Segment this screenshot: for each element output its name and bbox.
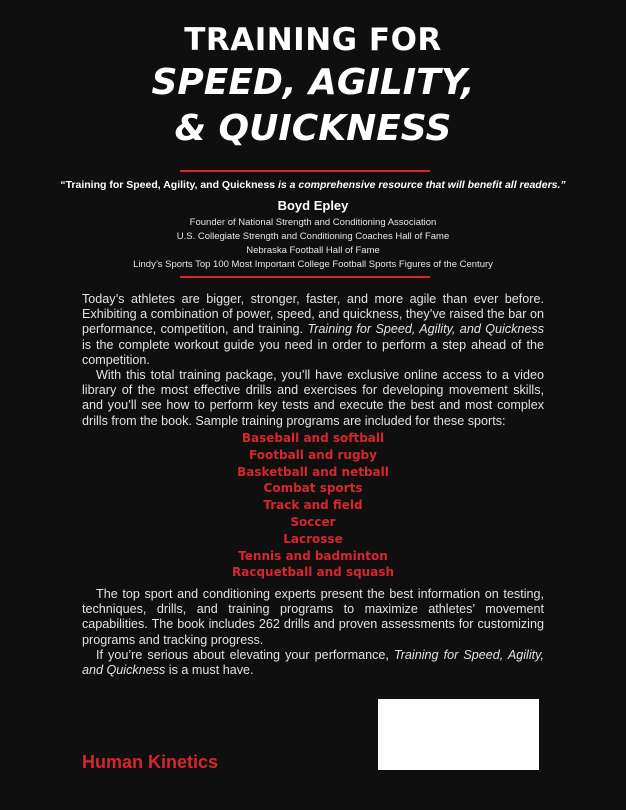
paragraph-4-text-a: If you’re serious about elevating your performance, — [96, 647, 394, 662]
sports-list — [0, 430, 626, 581]
paragraph-1-text-a: Today’s athletes are bigger, stronger, faster, and more agile than ever before. Exhibiting a combination of power, speed, and quickness, they’ve raised the bar on performance, competition, and training. — [82, 292, 544, 337]
paragraph-1-book-title: Training for Speed, Agility, and Quickness — [307, 322, 544, 337]
quote-text: is a comprehensive resource that will benefit all readers.” — [275, 179, 566, 191]
sport-item: Soccer — [290, 514, 336, 529]
sport-item: Racquetball and squash — [231, 565, 395, 580]
paragraph-1-text-b: is the complete workout guide you need in order to perform a step ahead of the competition. — [82, 337, 544, 367]
divider-top — [180, 170, 430, 172]
sport-item: Track and field — [263, 498, 363, 513]
description-body — [82, 292, 544, 429]
credential-line: Nebraska Football Hall of Fame — [246, 245, 380, 256]
paragraph-4-book-title: Training for Speed, Agility, and Quickness — [82, 647, 544, 678]
paragraph-2: With this total training package, you’ll have exclusive online access to a video library of the most effective drills and exercises for developing movement skills, and you’ll see how to perform key tests and execute the best and most complex drills from the book. Sample training programs are included for these sports: — [82, 368, 544, 428]
barcode-area — [378, 699, 539, 770]
paragraph-4-text-b: is a must have. — [165, 663, 254, 678]
description-body-2 — [82, 587, 544, 678]
credential-line: Lindy’s Sports Top 100 Most Important College Football Sports Figures of the Century — [133, 259, 493, 270]
title-line-1: TRAINING FOR — [184, 22, 442, 58]
sport-item: Lacrosse — [283, 531, 343, 546]
book-title — [0, 20, 626, 152]
divider-bottom — [180, 276, 430, 278]
sport-item: Basketball and netball — [237, 464, 389, 479]
sport-item: Tennis and badminton — [238, 548, 388, 563]
sport-item: Combat sports — [263, 481, 363, 496]
title-line-2: SPEED, AGILITY, — [151, 62, 475, 103]
credential-line: Founder of National Strength and Conditioning Association — [189, 217, 437, 228]
endorsement-quote — [40, 179, 586, 191]
title-line-3: & QUICKNESS — [174, 108, 452, 149]
paragraph-4 — [82, 648, 544, 678]
credential-line: U.S. Collegiate Strength and Conditioning Coaches Hall of Fame — [176, 231, 450, 242]
publisher-logo: Human Kinetics — [82, 752, 219, 772]
sport-item: Baseball and softball — [241, 431, 385, 445]
paragraph-1 — [82, 292, 544, 368]
endorser-name: Boyd Epley — [277, 198, 349, 213]
sport-item: Football and rugby — [249, 447, 377, 462]
endorser-credentials — [0, 216, 626, 272]
quote-book-title: “Training for Speed, Agility, and Quickness — [60, 179, 276, 191]
paragraph-3: The top sport and conditioning experts present the best information on testing, techniques, drills, and training programs to maximize athletes’ movement capabilities. The book includes 262 drills and proven assessments for customizing programs and tracking progress. — [82, 587, 544, 647]
